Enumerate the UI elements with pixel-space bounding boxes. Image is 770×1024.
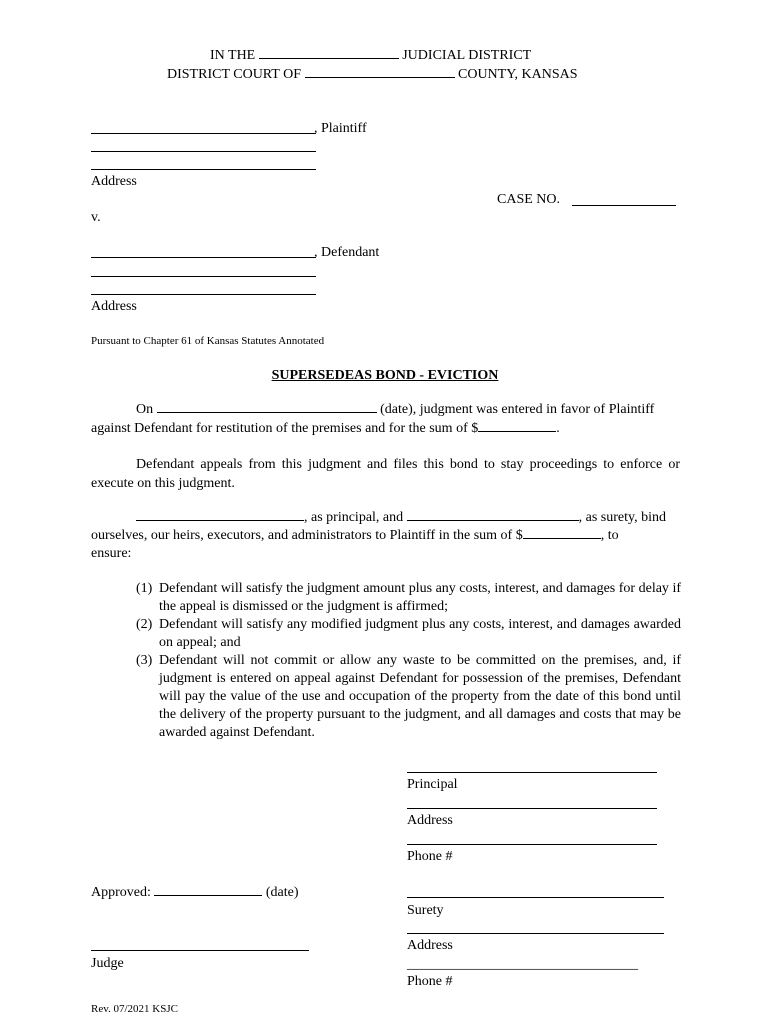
header-district-court: DISTRICT COURT OF	[167, 67, 301, 82]
principal-phone-label: Phone #	[407, 849, 453, 864]
condition-text: Defendant will not commit or allow any waste to be committed on the premises, and, if judgment is entered on appeal against Defendant for possession of the premises, Defendant will pay the value of the use and occupation of the property from the date of this bond until the delivery of the property pursuant to the judgment, and all damages and costs that may be awarded against Defendant.	[159, 653, 681, 740]
approval-date-label: (date)	[265, 885, 299, 900]
para1-mid: (date), judgment was entered in favor of Plaintiff	[380, 402, 655, 417]
header-line2	[167, 66, 578, 83]
county-name-field[interactable]	[305, 66, 455, 78]
para3-surety: , as surety, bind	[578, 510, 666, 525]
plaintiff-name-field[interactable]	[91, 133, 316, 134]
condition-text: Defendant will satisfy the judgment amount plus any costs, interest, and damages for delay if the appeal is dismissed or the judgment is affirmed;	[159, 581, 681, 614]
para1-line2	[91, 420, 560, 437]
statute-reference: Pursuant to Chapter 61 of Kansas Statutes Annotated	[91, 335, 325, 347]
header-line1	[210, 47, 531, 64]
case-no-label: CASE NO.	[497, 192, 561, 207]
plaintiff-address-label: Address	[91, 174, 137, 189]
defendant-name-field[interactable]	[91, 257, 316, 258]
surety-name-field[interactable]	[407, 509, 579, 521]
principal-label: Principal	[407, 777, 458, 792]
para1-end: .	[556, 421, 560, 436]
para3-line1	[136, 509, 666, 526]
surety-phone-line[interactable]: _________________________________	[407, 957, 638, 972]
judge-label: Judge	[91, 956, 124, 971]
condition-text: Defendant will satisfy any modified judgment plus any costs, interest, and damages awarded on appeal; and	[159, 617, 681, 650]
judgment-date-field[interactable]	[157, 401, 377, 413]
condition-number: (3)	[136, 653, 153, 668]
revision-footer: Rev. 07/2021 KSJC	[91, 1003, 178, 1015]
para3-principal: , as principal, and	[304, 510, 404, 525]
defendant-label: , Defendant	[314, 245, 380, 260]
header-county-kansas: COUNTY, KANSAS	[458, 67, 578, 82]
plaintiff-label: , Plaintiff	[314, 121, 367, 136]
condition-item	[136, 652, 681, 742]
plaintiff-address-line2[interactable]	[91, 169, 316, 170]
para1-line1	[136, 401, 654, 418]
para1-line2-text: against Defendant for restitution of the premises and for the sum of $	[91, 421, 479, 436]
principal-phone-line[interactable]	[407, 844, 657, 845]
condition-item	[136, 616, 681, 652]
document-title: SUPERSEDEAS BOND - EVICTION	[271, 368, 499, 383]
principal-signature-line[interactable]	[407, 772, 657, 773]
approval-date-field[interactable]	[154, 884, 262, 896]
para1-on: On	[136, 402, 154, 417]
versus-label: v.	[91, 210, 101, 225]
header-judicial-district: JUDICIAL DISTRICT	[402, 48, 532, 63]
principal-address-line[interactable]	[407, 808, 657, 809]
district-number-field[interactable]	[259, 47, 399, 59]
principal-address-label: Address	[407, 813, 453, 828]
surety-phone-label: Phone #	[407, 974, 453, 989]
para2	[91, 455, 680, 493]
judge-signature-line[interactable]	[91, 950, 309, 951]
defendant-address-label: Address	[91, 299, 137, 314]
defendant-address-line2[interactable]	[91, 294, 316, 295]
bond-sum-field[interactable]	[523, 527, 601, 539]
approved-line	[91, 884, 299, 901]
para3-to: , to	[600, 528, 619, 543]
plaintiff-address-line1[interactable]	[91, 151, 316, 152]
surety-label: Surety	[407, 903, 444, 918]
para3-line2-text: ourselves, our heirs, executors, and administrators to Plaintiff in the sum of $	[91, 528, 523, 543]
defendant-address-line1[interactable]	[91, 276, 316, 277]
approved-label: Approved:	[91, 885, 151, 900]
surety-address-line[interactable]	[407, 933, 664, 934]
condition-item	[136, 580, 681, 616]
para3-line2	[91, 527, 619, 544]
condition-number: (1)	[136, 581, 153, 596]
header-in-the: IN THE	[210, 48, 256, 63]
surety-address-label: Address	[407, 938, 453, 953]
judgment-sum-field[interactable]	[478, 420, 556, 432]
para2-text: Defendant appeals from this judgment and files this bond to stay proceedings to enforce or execute on this judgment.	[91, 457, 680, 491]
condition-number: (2)	[136, 617, 153, 632]
case-no-field[interactable]	[572, 205, 676, 206]
para3-line3: ensure:	[91, 546, 132, 561]
surety-signature-line[interactable]	[407, 897, 664, 898]
conditions-list	[136, 580, 681, 742]
principal-name-field[interactable]	[136, 509, 304, 521]
